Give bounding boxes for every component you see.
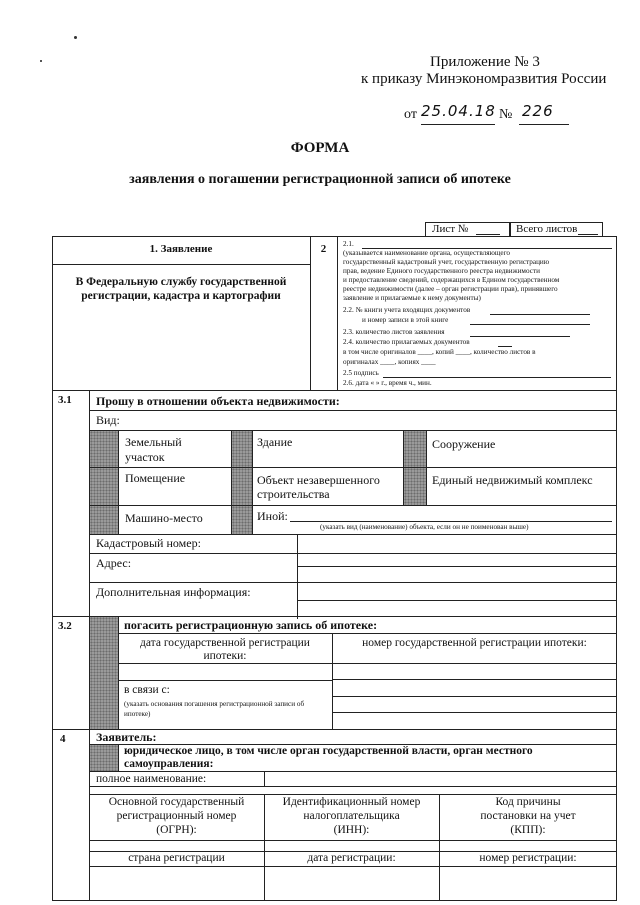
divider [118, 430, 119, 534]
scan-mark [74, 36, 77, 39]
checkbox-complex[interactable] [404, 468, 426, 505]
reason-label: в связи с: [124, 684, 170, 696]
checkbox-parking[interactable] [90, 506, 118, 534]
appendix-label: Приложение № 3 [430, 54, 540, 70]
s2-line6: реестре недвижимости (далее – орган регистрации прав), принявшего [343, 285, 558, 293]
checkbox-legal-entity[interactable] [90, 745, 118, 771]
divider [89, 794, 617, 795]
section32-action: погасить регистрационную запись об ипотеке: [124, 618, 378, 632]
legal-entity-line2: самоуправления: [124, 758, 214, 770]
divider [297, 534, 298, 619]
section32-number: 3.2 [58, 620, 72, 632]
divider [89, 866, 617, 867]
complex-label: Единый недвижимый комплекс [432, 473, 593, 487]
blank [490, 314, 590, 315]
inn-label-1: Идентификационный номер [282, 796, 421, 808]
ogrn-label-3: (ОГРН): [156, 824, 197, 836]
s2-line7: заявление и прилагаемые к нему документы) [343, 294, 481, 302]
form-title: ФОРМА [290, 140, 350, 156]
s2-line14: 2.5 подпись [343, 369, 379, 377]
order-date: 25.04.18 [421, 102, 496, 120]
addressee-line2: регистрации, кадастра и картографии [81, 290, 281, 302]
divider [252, 430, 253, 534]
kpp-label-2: постановки на учет [480, 810, 576, 822]
reg-number-label: номер государственной регистрации ипотеки: [362, 637, 587, 649]
divider [310, 236, 311, 390]
reg-date-label: дата регистрации: [307, 852, 396, 864]
legal-entity-line1: юридическое лицо, в том числе орган государственной власти, орган местного [124, 745, 533, 757]
s2-line4: прав, ведение Единого государственного реестра недвижимости [343, 267, 540, 275]
divider [89, 410, 617, 411]
s2-line1: 2.1. [343, 240, 354, 248]
additional-info-label: Дополнительная информация: [96, 585, 251, 599]
checkbox-premises[interactable] [90, 468, 118, 505]
form-subtitle: заявления о погашении регистрационной записи об ипотеке [129, 172, 511, 187]
addressee-line1: В Федеральную службу государственной [75, 276, 287, 288]
date-prefix: от [404, 107, 417, 122]
land-label-2: участок [125, 450, 165, 464]
land-label-1: Земельный [125, 435, 182, 449]
number-prefix: № [499, 107, 513, 122]
divider [118, 680, 332, 681]
other-input-line[interactable] [290, 521, 612, 522]
kpp-label-3: (КПП): [510, 824, 546, 836]
unfinished-label-2: строительства [257, 487, 330, 501]
address-label: Адрес: [96, 556, 132, 570]
scan-mark [40, 60, 42, 62]
blank [383, 377, 611, 378]
divider [52, 264, 310, 265]
s2-line10: 2.3. количество листов заявления [343, 328, 445, 336]
divider [89, 430, 617, 431]
divider [297, 566, 617, 567]
s2-line13: оригиналах ____, копиях ____ [343, 358, 436, 366]
divider [89, 582, 617, 583]
divider [89, 771, 617, 772]
number-underline [519, 124, 569, 125]
s2-line9: и номер записи в этой книге [362, 316, 449, 324]
sheet-total-blank [578, 234, 598, 235]
checkbox-structure[interactable] [404, 431, 426, 467]
divider [332, 679, 617, 680]
divider [89, 534, 617, 535]
blank [470, 324, 590, 325]
blank [498, 346, 512, 347]
sheet-number-label: Лист № [432, 223, 469, 235]
reg-date-label-1: дата государственной регистрации [140, 637, 310, 649]
divider [297, 600, 617, 601]
divider [89, 467, 617, 468]
divider [337, 236, 338, 390]
kpp-label-1: Код причины [495, 796, 561, 808]
divider [118, 633, 617, 634]
applicant-label: Заявитель: [96, 730, 157, 744]
section4-number: 4 [60, 733, 66, 745]
divider [89, 553, 617, 554]
s2-line2: (указывается наименование органа, осуществляющего [343, 249, 510, 257]
reason-hint-2: ипотеке) [124, 710, 151, 718]
divider [332, 696, 617, 697]
divider [264, 771, 265, 786]
divider [118, 744, 119, 771]
s2-line11: 2.4. количество прилагаемых документов [343, 338, 470, 346]
section31-request: Прошу в отношении объекта недвижимости: [96, 394, 340, 408]
ogrn-label-1: Основной государственный [108, 796, 245, 808]
inn-label-2: налогоплательщика [303, 810, 400, 822]
structure-label: Сооружение [432, 437, 496, 451]
inn-label-3: (ИНН): [333, 824, 370, 836]
building-label: Здание [257, 435, 293, 449]
blank [470, 336, 570, 337]
ogrn-label-2: регистрационный номер [116, 810, 237, 822]
other-hint: (указать вид (наименование) объекта, если он не поименован выше) [320, 523, 529, 531]
country-label: страна регистрации [128, 852, 225, 864]
sheet-total-label: Всего листов [516, 223, 578, 235]
s2-line5: и предоставление сведений, содержащихся в Едином государственном [343, 276, 560, 284]
checkbox-land[interactable] [90, 431, 118, 467]
s2-line8: 2.2. № книги учета входящих документов [343, 306, 471, 314]
other-label: Иной: [257, 509, 288, 523]
sheet-number-blank [476, 234, 500, 235]
s2-line15: 2.6. дата « » г., время ч., мин. [343, 379, 432, 387]
divider [426, 430, 427, 505]
section31-number: 3.1 [58, 394, 72, 406]
parking-label: Машино-место [125, 511, 203, 525]
reason-hint-1: (указать основания погашения регистрационной записи об [124, 700, 305, 708]
s2-line12: в том числе оригиналов ____, копий ____, количество листов в [343, 348, 536, 356]
unfinished-label-1: Объект незавершенного [257, 473, 380, 487]
divider [332, 712, 617, 713]
divider [52, 390, 617, 391]
checkbox-other[interactable] [232, 506, 252, 534]
date-underline [421, 124, 495, 125]
divider [89, 786, 617, 787]
checkbox-cancel-record[interactable] [90, 617, 118, 729]
divider [118, 663, 617, 664]
order-label: к приказу Минэкономразвития России [361, 71, 607, 87]
object-type-label: Вид: [96, 413, 120, 427]
divider [89, 505, 617, 506]
divider [52, 616, 617, 617]
full-name-label: полное наименование: [96, 773, 207, 785]
reg-number-label: номер регистрации: [479, 852, 577, 864]
reg-date-label-2: ипотеки: [203, 650, 247, 662]
section1-heading: 1. Заявление [149, 243, 213, 255]
checkbox-unfinished[interactable] [232, 468, 252, 505]
checkbox-building[interactable] [232, 431, 252, 467]
premises-label: Помещение [125, 471, 186, 485]
divider [89, 840, 617, 841]
cadastral-label: Кадастровый номер: [96, 536, 201, 550]
s2-line3: государственный кадастровый учет, государственную регистрацию [343, 258, 550, 266]
section2-number: 2 [320, 243, 327, 255]
order-number: 226 [522, 102, 554, 120]
